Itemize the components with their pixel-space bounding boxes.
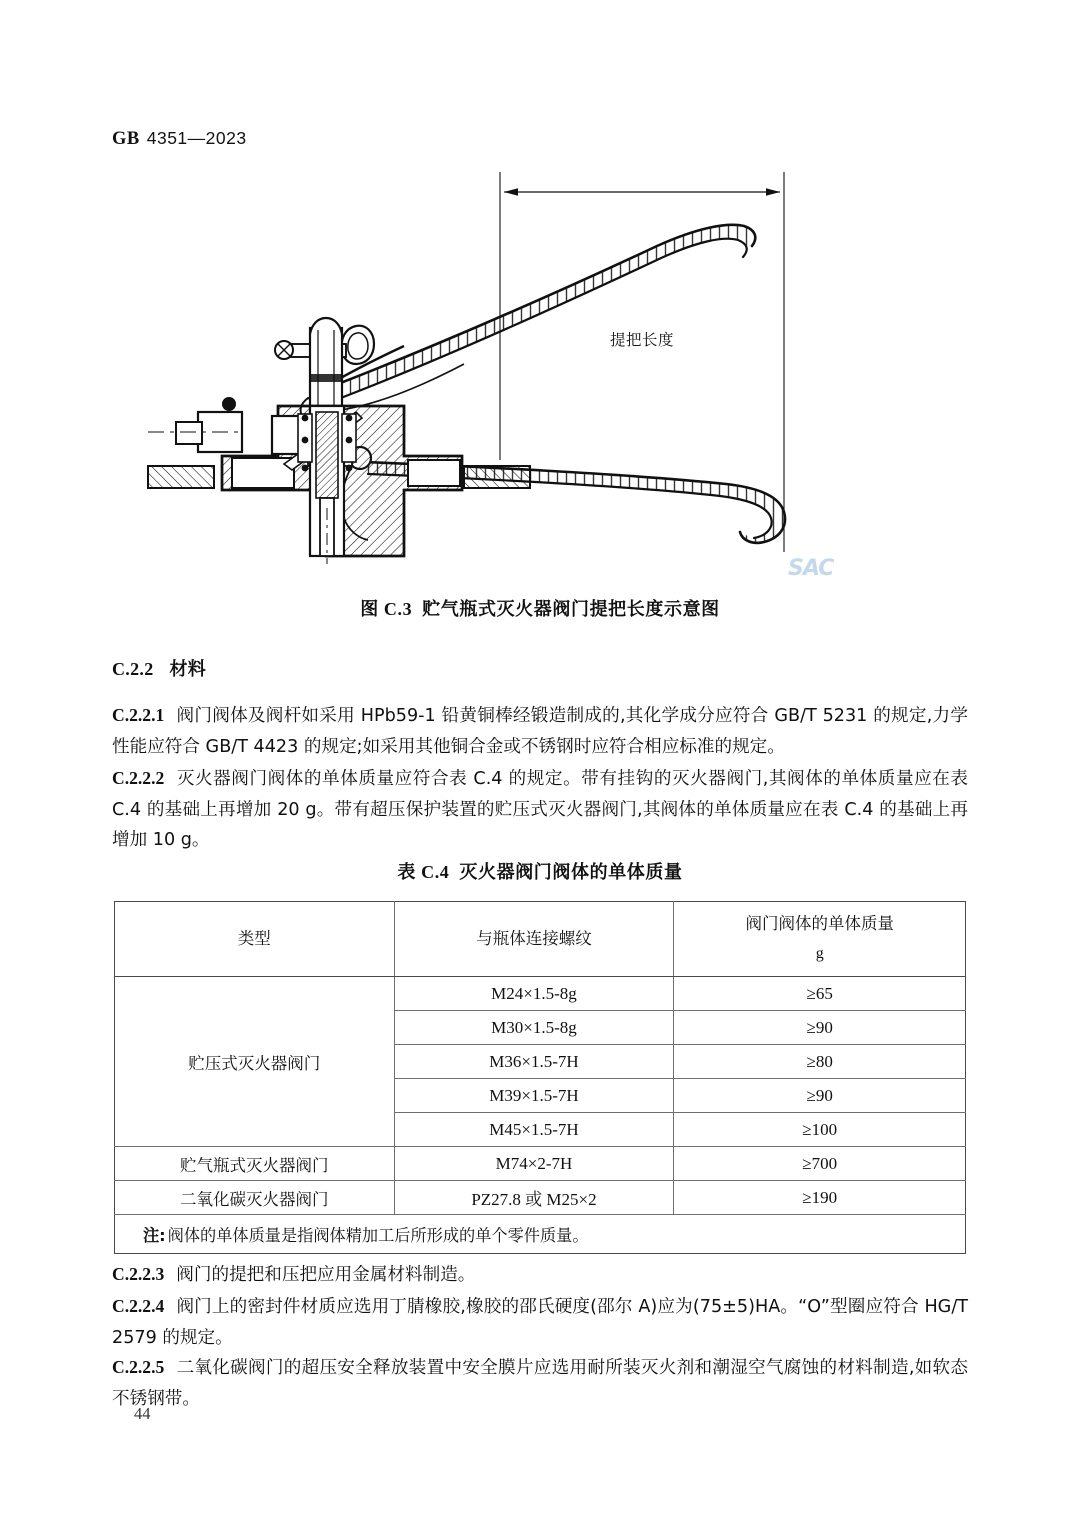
- cell-mass: ≥65: [674, 977, 966, 1011]
- heading-c222-number: C.2.2: [112, 659, 154, 679]
- header-mass-text: 阀门阀体的单体质量: [745, 914, 894, 933]
- header-mass: [674, 902, 966, 977]
- table-note: [115, 1215, 966, 1254]
- cell-type-co2: 二氧化碳灭火器阀门: [115, 1181, 395, 1215]
- cell-mass: ≥90: [674, 1011, 966, 1045]
- figure-caption: [0, 595, 1080, 621]
- paragraph-c2221-text: 阀门阀体及阀杆如采用 HPb59-1 铅黄铜棒经锻造制成的,其化学成分应符合 GB/T 5231 的规定,力学性能应符合 GB/T 4423 的规定;如采用其他铜合金或不锈钢时应符合相应标准的规定。: [112, 706, 968, 757]
- paragraph-c2224: [112, 1291, 968, 1353]
- cell-thread: M30×1.5-8g: [394, 1011, 674, 1045]
- paragraph-c2223: [112, 1259, 968, 1291]
- paragraph-c2225-text: 二氧化碳阀门的超压安全释放装置中安全膜片应选用耐所装灭火剂和潮湿空气腐蚀的材料制造,如软态不锈钢带。: [112, 1358, 968, 1409]
- cell-thread: M74×2-7H: [394, 1147, 674, 1181]
- table-header-row: [115, 902, 966, 977]
- paragraph-c2224-text: 阀门上的密封件材质应选用丁腈橡胶,橡胶的邵氏硬度(邵尔 A)应为(75±5)HA。“O”型圈应符合 HG/T 2579 的规定。: [112, 1297, 968, 1348]
- valve-mass-table: [114, 901, 966, 1254]
- figure-caption-text: 贮气瓶式灭火器阀门提把长度示意图: [422, 599, 720, 620]
- table-caption-number: 表 C.4: [397, 862, 450, 882]
- cell-mass: ≥100: [674, 1113, 966, 1147]
- cell-type-gas-cartridge: 贮气瓶式灭火器阀门: [115, 1147, 395, 1181]
- table-caption-text: 灭火器阀门阀体的单体质量: [459, 862, 683, 883]
- upper-lever-handle: [301, 225, 756, 422]
- standard-number: 4351—2023: [146, 128, 247, 148]
- cell-thread: M24×1.5-8g: [394, 977, 674, 1011]
- cell-thread: PZ27.8 或 M25×2: [394, 1181, 674, 1215]
- paragraph-c2223-number: C.2.2.3: [112, 1264, 165, 1284]
- cell-mass: ≥90: [674, 1079, 966, 1113]
- table-note-label: 注:: [143, 1226, 166, 1245]
- cell-thread: M39×1.5-7H: [394, 1079, 674, 1113]
- cell-mass: ≥700: [674, 1147, 966, 1181]
- dimension-arrow-line: [504, 188, 780, 196]
- table-caption: [0, 858, 1080, 884]
- page-number: 44: [134, 1404, 151, 1423]
- standard-code: GB: [112, 129, 140, 149]
- header-thread: 与瓶体连接螺纹: [394, 902, 674, 977]
- cell-mass: ≥190: [674, 1181, 966, 1215]
- table-row: [115, 1181, 966, 1215]
- heading-c222: [112, 655, 206, 681]
- figure-c3: [112, 160, 968, 590]
- paragraph-c2222-number: C.2.2.2: [112, 768, 165, 788]
- paragraph-c2222-text: 灭火器阀门阀体的单体质量应符合表 C.4 的规定。带有挂钩的灭火器阀门,其阀体的单体质量应在表 C.4 的基础上再增加 20 g。带有超压保护装置的贮压式灭火器阀门,其阀体的单体质量应在表 C.4 的基础上再增加 10 g。: [112, 769, 968, 850]
- paragraph-c2225-number: C.2.2.5: [112, 1357, 165, 1377]
- paragraph-c2221: [112, 700, 968, 762]
- document-header: [112, 128, 247, 150]
- table-note-row: [115, 1215, 966, 1254]
- cell-thread: M36×1.5-7H: [394, 1045, 674, 1079]
- cell-thread: M45×1.5-7H: [394, 1113, 674, 1147]
- paragraph-c2221-number: C.2.2.1: [112, 705, 165, 725]
- sac-watermark: SAC: [788, 556, 834, 581]
- paragraph-c2222: [112, 763, 968, 856]
- table-row: [115, 977, 966, 1011]
- paragraph-c2223-text: 阀门的提把和压把应用金属材料制造。: [176, 1265, 476, 1285]
- cell-type-stored-pressure: 贮压式灭火器阀门: [115, 977, 395, 1147]
- paragraph-c2225: [112, 1352, 968, 1414]
- valve-body-section: [148, 397, 530, 564]
- header-mass-unit: g: [815, 945, 824, 962]
- header-type: 类型: [115, 902, 395, 977]
- dimension-label: 提把长度: [610, 331, 675, 349]
- valve-technical-drawing: [112, 160, 968, 590]
- table-note-text: 阀体的单体质量是指阀体精加工后所形成的单个零件质量。: [167, 1226, 589, 1245]
- paragraph-c2224-number: C.2.2.4: [112, 1296, 165, 1316]
- table-row: [115, 1147, 966, 1181]
- heading-c222-text: 材料: [169, 659, 207, 680]
- figure-caption-number: 图 C.3: [360, 599, 413, 619]
- cell-mass: ≥80: [674, 1045, 966, 1079]
